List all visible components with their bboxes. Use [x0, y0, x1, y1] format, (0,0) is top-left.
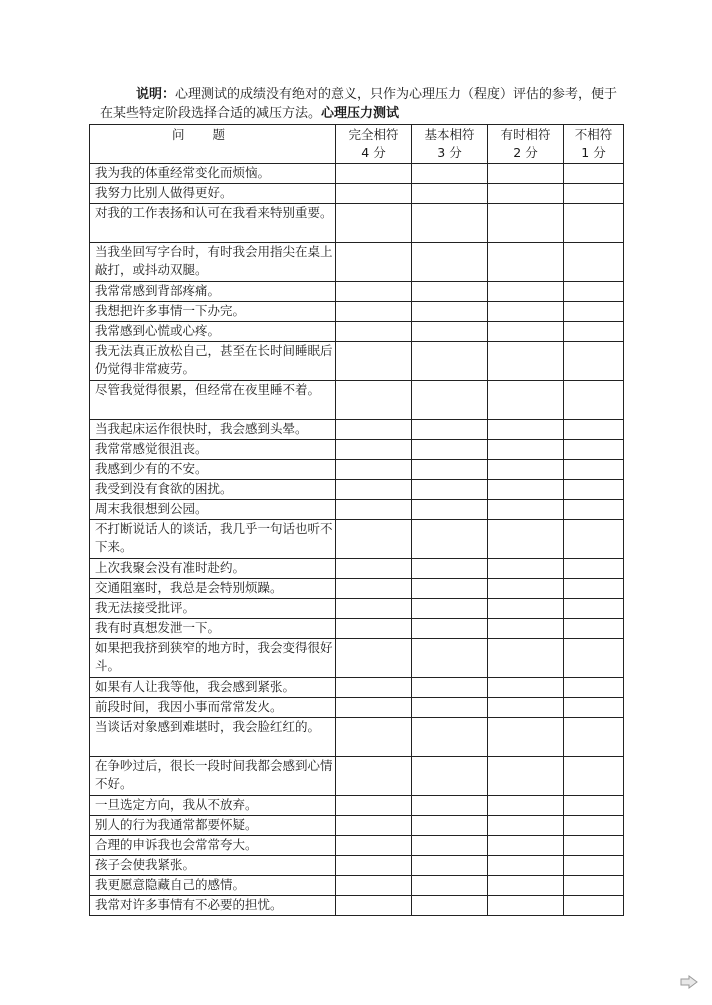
option-label: 有时相符	[500, 127, 551, 142]
answer-cell-option-4[interactable]	[564, 836, 624, 856]
table-row	[90, 579, 624, 599]
answer-cell-option-4[interactable]	[564, 282, 624, 302]
table-row	[90, 460, 624, 480]
question-text: 当我起床运作很快时，我会感到头晕。	[90, 420, 336, 440]
answer-cell-option-4[interactable]	[564, 440, 624, 460]
question-text: 我无法真正放松自己，甚至在长时间睡眠后仍觉得非常疲劳。	[90, 342, 336, 381]
answer-cell-option-3[interactable]	[488, 796, 564, 816]
answer-cell-option-2[interactable]	[412, 322, 488, 342]
stress-test-table	[89, 124, 624, 916]
answer-cell-option-3[interactable]	[488, 757, 564, 796]
table-body	[90, 164, 624, 916]
answer-cell-option-4[interactable]	[564, 420, 624, 440]
question-text: 我为我的体重经常变化而烦恼。	[90, 164, 336, 184]
answer-cell-option-3[interactable]	[488, 520, 564, 559]
answer-cell-option-1[interactable]	[336, 816, 412, 836]
answer-cell-option-3[interactable]	[488, 856, 564, 876]
answer-cell-option-1[interactable]	[336, 619, 412, 639]
answer-cell-option-4[interactable]	[564, 639, 624, 678]
answer-cell-option-2[interactable]	[412, 816, 488, 836]
answer-cell-option-3[interactable]	[488, 243, 564, 282]
answer-cell-option-3[interactable]	[488, 718, 564, 757]
answer-cell-option-4[interactable]	[564, 678, 624, 698]
answer-cell-option-3[interactable]	[488, 579, 564, 599]
question-text: 孩子会使我紧张。	[90, 856, 336, 876]
answer-cell-option-2[interactable]	[412, 480, 488, 500]
answer-cell-option-2[interactable]	[412, 856, 488, 876]
answer-cell-option-3[interactable]	[488, 282, 564, 302]
answer-cell-option-3[interactable]	[488, 480, 564, 500]
question-text: 我努力比别人做得更好。	[90, 184, 336, 204]
intro-lead: 说明：	[136, 87, 176, 102]
table-row	[90, 757, 624, 796]
answer-cell-option-1[interactable]	[336, 796, 412, 816]
survey-title: 心理压力测试	[321, 106, 400, 121]
table-row	[90, 639, 624, 678]
answer-cell-option-1[interactable]	[336, 579, 412, 599]
table-row	[90, 796, 624, 816]
answer-cell-option-2[interactable]	[412, 836, 488, 856]
question-text: 前段时间，我因小事而常常发火。	[90, 698, 336, 718]
answer-cell-option-1[interactable]	[336, 282, 412, 302]
answer-cell-option-4[interactable]	[564, 480, 624, 500]
answer-cell-option-4[interactable]	[564, 164, 624, 184]
table-row	[90, 698, 624, 718]
answer-cell-option-2[interactable]	[412, 698, 488, 718]
question-column-header: 问题	[90, 125, 336, 164]
answer-cell-option-3[interactable]	[488, 460, 564, 480]
answer-cell-option-1[interactable]	[336, 204, 412, 243]
answer-cell-option-1[interactable]	[336, 420, 412, 440]
table-row	[90, 164, 624, 184]
option-header	[412, 125, 488, 164]
answer-cell-option-4[interactable]	[564, 816, 624, 836]
option-header	[336, 125, 412, 164]
answer-cell-option-2[interactable]	[412, 639, 488, 678]
question-text: 我想把许多事情一下办完。	[90, 302, 336, 322]
question-text: 我常感到心慌或心疼。	[90, 322, 336, 342]
table-row	[90, 718, 624, 757]
answer-cell-option-1[interactable]	[336, 678, 412, 698]
option-score: 4 分	[361, 145, 386, 160]
table-row	[90, 204, 624, 243]
answer-cell-option-1[interactable]	[336, 896, 412, 916]
answer-cell-option-1[interactable]	[336, 342, 412, 381]
answer-cell-option-3[interactable]	[488, 420, 564, 440]
answer-cell-option-1[interactable]	[336, 698, 412, 718]
answer-cell-option-4[interactable]	[564, 500, 624, 520]
answer-cell-option-2[interactable]	[412, 440, 488, 460]
table-row	[90, 559, 624, 579]
answer-cell-option-3[interactable]	[488, 639, 564, 678]
answer-cell-option-1[interactable]	[336, 757, 412, 796]
answer-cell-option-2[interactable]	[412, 678, 488, 698]
table-row	[90, 520, 624, 559]
answer-cell-option-1[interactable]	[336, 381, 412, 420]
answer-cell-option-4[interactable]	[564, 876, 624, 896]
question-text: 我有时真想发泄一下。	[90, 619, 336, 639]
answer-cell-option-2[interactable]	[412, 520, 488, 559]
table-row	[90, 342, 624, 381]
answer-cell-option-3[interactable]	[488, 381, 564, 420]
question-text: 如果把我挤到狭窄的地方时，我会变得很好斗。	[90, 639, 336, 678]
table-row	[90, 480, 624, 500]
answer-cell-option-1[interactable]	[336, 718, 412, 757]
answer-cell-option-2[interactable]	[412, 243, 488, 282]
answer-cell-option-4[interactable]	[564, 896, 624, 916]
answer-cell-option-2[interactable]	[412, 342, 488, 381]
answer-cell-option-2[interactable]	[412, 381, 488, 420]
table-row	[90, 243, 624, 282]
answer-cell-option-3[interactable]	[488, 302, 564, 322]
answer-cell-option-3[interactable]	[488, 322, 564, 342]
answer-cell-option-1[interactable]	[336, 836, 412, 856]
answer-cell-option-1[interactable]	[336, 322, 412, 342]
answer-cell-option-2[interactable]	[412, 718, 488, 757]
option-label: 完全相符	[348, 127, 399, 142]
answer-cell-option-1[interactable]	[336, 460, 412, 480]
answer-cell-option-2[interactable]	[412, 559, 488, 579]
answer-cell-option-2[interactable]	[412, 500, 488, 520]
answer-cell-option-4[interactable]	[564, 718, 624, 757]
answer-cell-option-4[interactable]	[564, 559, 624, 579]
answer-cell-option-3[interactable]	[488, 678, 564, 698]
answer-cell-option-4[interactable]	[564, 342, 624, 381]
table-row	[90, 440, 624, 460]
next-page-arrow-icon[interactable]	[680, 975, 698, 989]
answer-cell-option-2[interactable]	[412, 420, 488, 440]
answer-cell-option-1[interactable]	[336, 856, 412, 876]
answer-cell-option-3[interactable]	[488, 876, 564, 896]
answer-cell-option-1[interactable]	[336, 559, 412, 579]
question-text: 一旦选定方向，我从不放弃。	[90, 796, 336, 816]
question-text: 不打断说话人的谈话，我几乎一句话也听不下来。	[90, 520, 336, 559]
table-row	[90, 381, 624, 420]
answer-cell-option-1[interactable]	[336, 480, 412, 500]
answer-cell-option-4[interactable]	[564, 243, 624, 282]
answer-cell-option-2[interactable]	[412, 757, 488, 796]
question-text: 尽管我觉得很累，但经常在夜里睡不着。	[90, 381, 336, 420]
table-row	[90, 184, 624, 204]
answer-cell-option-1[interactable]	[336, 440, 412, 460]
answer-cell-option-4[interactable]	[564, 381, 624, 420]
question-text: 如果有人让我等他，我会感到紧张。	[90, 678, 336, 698]
answer-cell-option-3[interactable]	[488, 619, 564, 639]
answer-cell-option-1[interactable]	[336, 520, 412, 559]
option-label: 基本相符	[424, 127, 475, 142]
question-text: 周末我很想到公园。	[90, 500, 336, 520]
intro-paragraph	[100, 85, 620, 123]
question-text: 交通阻塞时，我总是会特别烦躁。	[90, 579, 336, 599]
answer-cell-option-4[interactable]	[564, 184, 624, 204]
answer-cell-option-3[interactable]	[488, 500, 564, 520]
answer-cell-option-1[interactable]	[336, 639, 412, 678]
answer-cell-option-1[interactable]	[336, 302, 412, 322]
answer-cell-option-4[interactable]	[564, 619, 624, 639]
answer-cell-option-2[interactable]	[412, 204, 488, 243]
option-label: 不相符	[574, 127, 613, 142]
answer-cell-option-4[interactable]	[564, 204, 624, 243]
option-score: 2 分	[513, 145, 538, 160]
answer-cell-option-3[interactable]	[488, 559, 564, 579]
question-text: 我常常感觉很沮丧。	[90, 440, 336, 460]
table-row	[90, 302, 624, 322]
question-text: 别人的行为我通常都要怀疑。	[90, 816, 336, 836]
question-text: 合理的申诉我也会常常夸大。	[90, 836, 336, 856]
answer-cell-option-2[interactable]	[412, 876, 488, 896]
answer-cell-option-4[interactable]	[564, 796, 624, 816]
answer-cell-option-2[interactable]	[412, 579, 488, 599]
answer-cell-option-3[interactable]	[488, 342, 564, 381]
answer-cell-option-2[interactable]	[412, 184, 488, 204]
question-text: 上次我聚会没有准时赴约。	[90, 559, 336, 579]
option-header	[564, 125, 624, 164]
table-row	[90, 282, 624, 302]
answer-cell-option-2[interactable]	[412, 302, 488, 322]
answer-cell-option-4[interactable]	[564, 599, 624, 619]
table-row	[90, 420, 624, 440]
table-row	[90, 599, 624, 619]
question-text: 当我坐回写字台时，有时我会用指尖在桌上敲打，或抖动双腿。	[90, 243, 336, 282]
question-text: 我常对许多事情有不必要的担忧。	[90, 896, 336, 916]
intro-text: 心理测试的成绩没有绝对的意义，只作为心理压力（程度）评估的参考，便于在某些特定阶段选择合适的减压方法。	[100, 87, 618, 121]
table-row	[90, 500, 624, 520]
question-text: 我更愿意隐藏自己的感情。	[90, 876, 336, 896]
answer-cell-option-4[interactable]	[564, 460, 624, 480]
answer-cell-option-3[interactable]	[488, 836, 564, 856]
question-text: 对我的工作表扬和认可在我看来特别重要。	[90, 204, 336, 243]
answer-cell-option-3[interactable]	[488, 440, 564, 460]
answer-cell-option-4[interactable]	[564, 698, 624, 718]
answer-cell-option-1[interactable]	[336, 243, 412, 282]
table-row	[90, 876, 624, 896]
question-text: 我受到没有食欲的困扰。	[90, 480, 336, 500]
table-header-row	[90, 125, 624, 164]
answer-cell-option-4[interactable]	[564, 856, 624, 876]
answer-cell-option-1[interactable]	[336, 164, 412, 184]
answer-cell-option-2[interactable]	[412, 796, 488, 816]
option-score: 1 分	[581, 145, 606, 160]
answer-cell-option-3[interactable]	[488, 698, 564, 718]
answer-cell-option-3[interactable]	[488, 164, 564, 184]
table-row	[90, 836, 624, 856]
answer-cell-option-1[interactable]	[336, 500, 412, 520]
question-text: 我无法接受批评。	[90, 599, 336, 619]
table-row	[90, 856, 624, 876]
answer-cell-option-4[interactable]	[564, 322, 624, 342]
option-score: 3 分	[437, 145, 462, 160]
answer-cell-option-2[interactable]	[412, 619, 488, 639]
answer-cell-option-2[interactable]	[412, 460, 488, 480]
answer-cell-option-2[interactable]	[412, 599, 488, 619]
question-text: 我常常感到背部疼痛。	[90, 282, 336, 302]
answer-cell-option-1[interactable]	[336, 599, 412, 619]
table-row	[90, 816, 624, 836]
table-row	[90, 322, 624, 342]
answer-cell-option-1[interactable]	[336, 876, 412, 896]
question-text: 我感到少有的不安。	[90, 460, 336, 480]
table-row	[90, 678, 624, 698]
answer-cell-option-3[interactable]	[488, 816, 564, 836]
table-row	[90, 619, 624, 639]
answer-cell-option-2[interactable]	[412, 164, 488, 184]
question-text: 在争吵过后，很长一段时间我都会感到心情不好。	[90, 757, 336, 796]
answer-cell-option-4[interactable]	[564, 520, 624, 559]
answer-cell-option-1[interactable]	[336, 184, 412, 204]
answer-cell-option-2[interactable]	[412, 282, 488, 302]
answer-cell-option-4[interactable]	[564, 579, 624, 599]
answer-cell-option-3[interactable]	[488, 204, 564, 243]
answer-cell-option-2[interactable]	[412, 896, 488, 916]
question-text: 当谈话对象感到难堪时，我会脸红红的。	[90, 718, 336, 757]
option-header	[488, 125, 564, 164]
answer-cell-option-3[interactable]	[488, 599, 564, 619]
answer-cell-option-3[interactable]	[488, 896, 564, 916]
table-row	[90, 896, 624, 916]
answer-cell-option-4[interactable]	[564, 302, 624, 322]
answer-cell-option-3[interactable]	[488, 184, 564, 204]
answer-cell-option-4[interactable]	[564, 757, 624, 796]
